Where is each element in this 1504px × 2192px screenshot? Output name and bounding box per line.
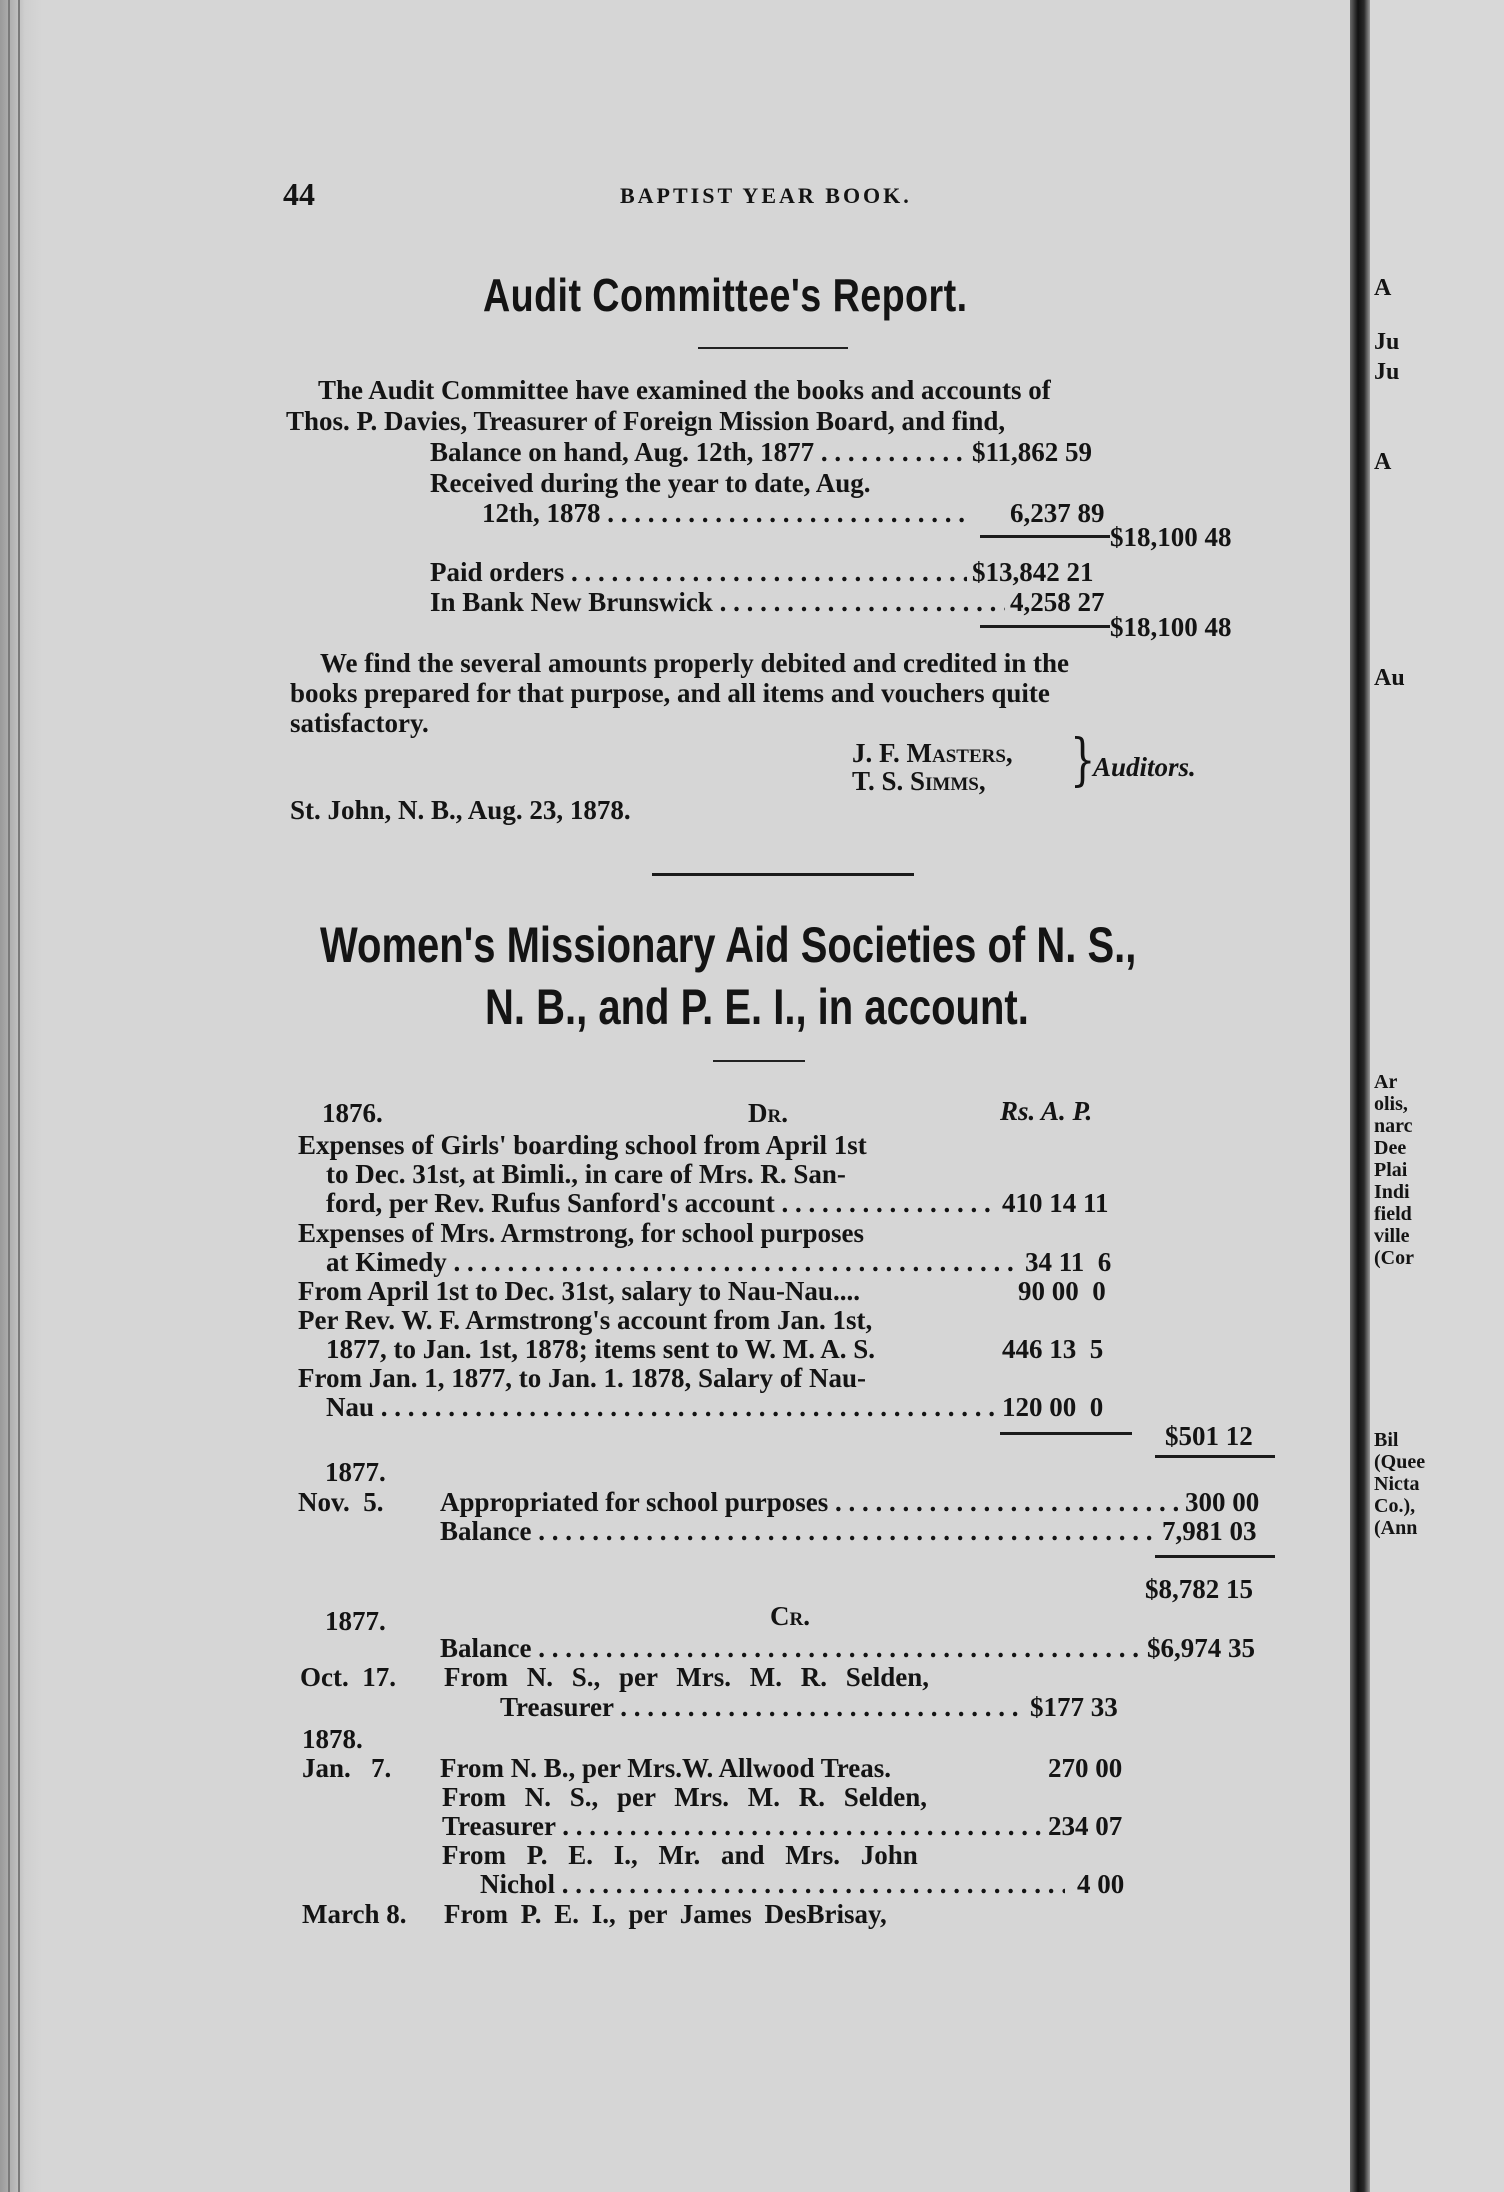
- facing-text: Nicta: [1374, 1473, 1420, 1495]
- dr-entry-amount: 34 11 6: [1025, 1247, 1112, 1277]
- entry-line: Nichol . . .: [480, 1869, 1065, 1900]
- audit-row-label: Balance on hand, Aug. 12th, 1877 . . .: [430, 437, 965, 468]
- entry-date: Jan. 7.: [302, 1753, 392, 1783]
- dr-entry-line: at Kimedy . . .: [326, 1247, 1016, 1278]
- currency-header: Rs. A. P.: [1000, 1096, 1093, 1126]
- title-rule: [698, 347, 848, 349]
- dr-year: 1876.: [322, 1098, 383, 1128]
- dr-entry-amount: 120 00 0: [1002, 1392, 1104, 1422]
- audit-row-amount: $11,862 59: [972, 437, 1093, 467]
- year-label: 1877.: [325, 1457, 386, 1487]
- facing-text: Ju: [1374, 359, 1400, 385]
- entry-amount: 7,981 03: [1162, 1516, 1257, 1546]
- dr-entry-line: Expenses of Mrs. Armstrong, for school purposes: [298, 1218, 865, 1248]
- binding-edge-line: [18, 0, 20, 2192]
- entry-line: From P. E. I., per James DesBrisay,: [444, 1899, 887, 1929]
- audit-intro-line: The Audit Committee have examined the books and accounts of: [318, 375, 1051, 405]
- entry-line: From N. S., per Mrs. M. R. Selden,: [442, 1782, 927, 1812]
- facing-text: (Ann: [1374, 1517, 1418, 1539]
- cr-label: Cr.: [770, 1601, 810, 1631]
- grand-total: $8,782 15: [1145, 1574, 1253, 1604]
- facing-text: Plai: [1374, 1159, 1408, 1181]
- facing-text: Ju: [1374, 329, 1400, 355]
- title-rule: [713, 1060, 805, 1062]
- page-number: 44: [283, 176, 315, 212]
- facing-text: field: [1374, 1203, 1412, 1225]
- entry-date: Nov. 5.: [298, 1487, 384, 1517]
- facing-text: Bil: [1374, 1429, 1399, 1451]
- entry-amount: 270 00: [1048, 1753, 1123, 1783]
- dr-entry-amount: 410 14 11: [1002, 1188, 1109, 1218]
- audit-title: Audit Committee's Report.: [483, 269, 968, 321]
- dr-entry-line: Expenses of Girls' boarding school from April 1st: [298, 1130, 867, 1160]
- dr-label: Dr.: [748, 1098, 788, 1128]
- sum-rule: [1155, 1555, 1275, 1558]
- entry-line: From N. S., per Mrs. M. R. Selden,: [444, 1662, 929, 1692]
- facing-text: Co.),: [1374, 1495, 1416, 1517]
- entry-line: Treasurer . . .: [442, 1811, 1042, 1842]
- facing-text: A: [1374, 449, 1392, 475]
- audit-closing-line: satisfactory.: [290, 708, 429, 738]
- entry-line: From P. E. I., Mr. and Mrs. John: [442, 1840, 918, 1870]
- section-rule: [652, 873, 914, 876]
- audit-row-label: Received during the year to date, Aug.: [430, 468, 871, 498]
- entry-amount: 300 00: [1185, 1487, 1260, 1517]
- entry-line: Treasurer . . .: [500, 1692, 1020, 1723]
- entry-date: March 8.: [302, 1899, 407, 1929]
- entry-amount: 4 00: [1077, 1869, 1125, 1899]
- entry-amount: 234 07: [1048, 1811, 1123, 1841]
- dr-entry-amount: 90 00 0: [1018, 1276, 1106, 1306]
- facing-text: narc: [1374, 1115, 1413, 1137]
- dr-entry-line: From Jan. 1, 1877, to Jan. 1. 1878, Salary of Nau-: [298, 1363, 867, 1393]
- dr-entry-line: ford, per Rev. Rufus Sanford's account . . .: [326, 1188, 992, 1219]
- binding-shadow: [0, 0, 42, 2192]
- facing-text: (Cor: [1374, 1247, 1414, 1269]
- facing-text: Au: [1374, 665, 1405, 691]
- audit-intro-line: Thos. P. Davies, Treasurer of Foreign Mission Board, and find,: [286, 406, 1006, 436]
- facing-text: olis,: [1374, 1093, 1408, 1115]
- dr-entry-line: Per Rev. W. F. Armstrong's account from Jan. 1st,: [298, 1305, 873, 1335]
- audit-subtotal: $18,100 48: [1110, 522, 1232, 552]
- dr-entry-line: to Dec. 31st, at Bimli., in care of Mrs. R. San-: [326, 1159, 846, 1189]
- audit-row-amount: 6,237 89: [1010, 498, 1105, 528]
- place-date: St. John, N. B., Aug. 23, 1878.: [290, 795, 631, 825]
- sum-rule: [980, 625, 1110, 628]
- dr-entry-line: From April 1st to Dec. 31st, salary to Nau-Nau....: [298, 1276, 860, 1306]
- cr-year: 1877.: [325, 1606, 386, 1636]
- page-seam: [1350, 0, 1370, 2192]
- sum-rule: [1000, 1432, 1132, 1435]
- facing-text: ville: [1374, 1225, 1410, 1247]
- facing-text: Dee: [1374, 1137, 1407, 1159]
- facing-text: Ar: [1374, 1071, 1398, 1093]
- facing-text: A: [1374, 275, 1392, 301]
- entry-amount: $6,974 35: [1147, 1633, 1255, 1663]
- dr-total: $501 12: [1165, 1421, 1253, 1451]
- audit-closing-line: We find the several amounts properly debited and credited in the: [320, 648, 1070, 678]
- entry-line: Appropriated for school purposes . . .: [440, 1487, 1185, 1518]
- entry-date: Oct. 17.: [300, 1662, 396, 1692]
- dr-entry-line: Nau . . .: [326, 1392, 996, 1423]
- facing-text: Indi: [1374, 1181, 1410, 1203]
- entry-line: Balance . . .: [440, 1633, 1145, 1664]
- facing-text: (Quee: [1374, 1451, 1426, 1473]
- wmas-title: N. B., and P. E. I., in account.: [485, 979, 1029, 1035]
- audit-row-label: In Bank New Brunswick . . .: [430, 587, 1005, 618]
- year-label: 1878.: [302, 1724, 363, 1754]
- audit-row-amount: 4,258 27: [1010, 587, 1105, 617]
- dr-entry-amount: 446 13 5: [1002, 1334, 1104, 1364]
- signer-name: T. S. Simms,: [852, 766, 986, 796]
- audit-row-amount: $13,842 21: [972, 557, 1094, 587]
- dr-entry-line: 1877, to Jan. 1st, 1878; items sent to W. M. A. S.: [326, 1334, 876, 1364]
- signer-name: J. F. Masters,: [852, 738, 1013, 768]
- facing-page-fragment: [1370, 0, 1504, 2192]
- binding-edge-line: [8, 0, 10, 2192]
- wmas-title: Women's Missionary Aid Societies of N. S.,: [320, 917, 1137, 973]
- entry-line: From N. B., per Mrs.W. Allwood Treas.: [440, 1753, 892, 1783]
- entry-line: Balance . . .: [440, 1516, 1160, 1547]
- sum-rule: [1155, 1455, 1275, 1458]
- brace: }: [1070, 728, 1096, 794]
- audit-row-label: Paid orders . . .: [430, 557, 967, 588]
- audit-row-label: 12th, 1878 . . .: [482, 498, 967, 529]
- sum-rule: [980, 535, 1110, 538]
- auditors-label: Auditors.: [1093, 752, 1196, 782]
- entry-amount: $177 33: [1030, 1692, 1118, 1722]
- audit-subtotal: $18,100 48: [1110, 612, 1232, 642]
- running-title: BAPTIST YEAR BOOK.: [620, 183, 912, 208]
- audit-closing-line: books prepared for that purpose, and all items and vouchers quite: [290, 678, 1050, 708]
